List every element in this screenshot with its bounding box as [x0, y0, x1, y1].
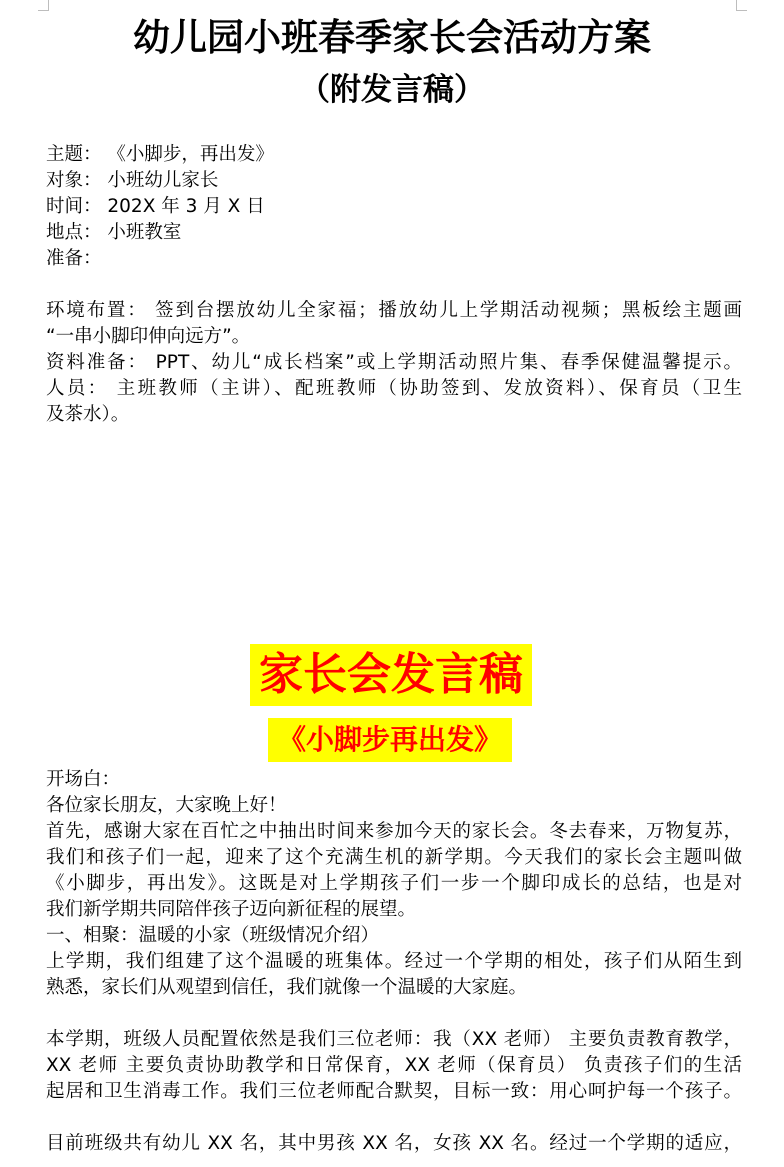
- speech-line: 起居和卫生消毒工作。我们三位老师配合默契，目标一致：用心呵护每一个孩子。: [46, 1081, 742, 1102]
- document-title: 幼儿园小班春季家长会活动方案: [133, 16, 651, 59]
- speech-line: 熟悉，家长们从观望到信任，我们就像一个温暖的大家庭。: [46, 977, 528, 998]
- speech-line: 开场白：: [46, 769, 121, 790]
- info-prep: 准备：: [46, 248, 102, 269]
- section-heading: 一、相聚：温暖的小家（班级情况介绍）: [46, 925, 380, 946]
- speech-line: 各位家长朋友，大家晚上好！: [46, 795, 287, 816]
- staff-line: 人员： 主班教师（主讲）、配班教师（协助签到、发放资料）、保育员（卫生: [46, 378, 742, 399]
- speech-line: 我们和孩子们一起，迎来了这个充满生机的新学期。今天我们的家长会主题叫做: [46, 847, 742, 868]
- env-setup-line: “一串小脚印伸向远方”。: [46, 326, 251, 347]
- speech-line: XX 老师 主要负责协助教学和日常保育，XX 老师（保育员） 负责孩子们的生活: [46, 1055, 742, 1076]
- speech-line: 我们新学期共同陪伴孩子迈向新征程的展望。: [46, 899, 417, 920]
- info-audience: 对象： 小班幼儿家长: [46, 170, 219, 191]
- staff-line: 及茶水）。: [46, 404, 130, 425]
- document-subtitle: （附发言稿）: [299, 72, 485, 108]
- page-corner-mark-right: [736, 0, 747, 11]
- page-corner-mark-left: [38, 0, 49, 11]
- speech-line: 《小脚步，再出发》。这既是对上学期孩子们一步一个脚印成长的总结，也是对: [46, 873, 742, 894]
- speech-line: 首先，感谢大家在百忙之中抽出时间来参加今天的家长会。冬去春来，万物复苏，: [46, 821, 742, 842]
- speech-title: 家长会发言稿: [250, 644, 532, 706]
- speech-subtitle: 《小脚步再出发》: [268, 718, 512, 762]
- speech-line: 上学期，我们组建了这个温暖的班集体。经过一个学期的相处，孩子们从陌生到: [46, 951, 742, 972]
- materials-line: 资料准备： PPT、幼儿“成长档案”或上学期活动照片集、春季保健温馨提示。: [46, 352, 742, 373]
- env-setup-line: 环境布置： 签到台摆放幼儿全家福；播放幼儿上学期活动视频；黑板绘主题画: [46, 300, 742, 321]
- info-time: 时间： 202X 年 3 月 X 日: [46, 196, 265, 217]
- speech-line: 本学期，班级人员配置依然是我们三位老师：我（XX 老师） 主要负责教育教学，: [46, 1029, 742, 1050]
- info-theme: 主题： 《小脚步，再出发》: [46, 144, 274, 165]
- speech-line: 目前班级共有幼儿 XX 名，其中男孩 XX 名，女孩 XX 名。经过一个学期的适应，: [46, 1133, 742, 1154]
- info-place: 地点： 小班教室: [46, 222, 182, 243]
